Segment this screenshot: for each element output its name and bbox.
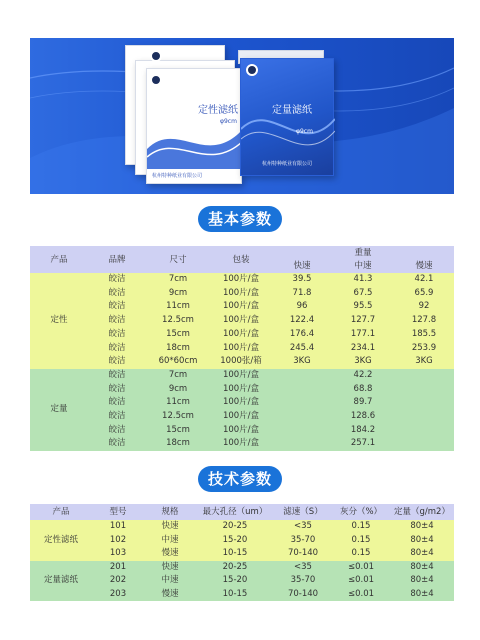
table-row bbox=[30, 547, 454, 561]
weight-medium-cell: 68.8 bbox=[353, 383, 373, 394]
header-basis-weight: 定量（g/m2） bbox=[394, 507, 450, 517]
size-cell: 12.5cm bbox=[162, 315, 194, 326]
brand-cell: 皎洁 bbox=[108, 287, 126, 298]
product-cell: 定量 bbox=[50, 404, 68, 415]
basic-params-table bbox=[30, 246, 454, 451]
table-row bbox=[30, 437, 454, 451]
spec-cell: 中速 bbox=[161, 575, 179, 585]
header-size: 尺寸 bbox=[169, 254, 187, 265]
tech-params-table bbox=[30, 504, 454, 601]
size-cell: 15cm bbox=[166, 424, 190, 435]
pore-size-cell: 10-15 bbox=[222, 548, 248, 558]
header-model: 型号 bbox=[109, 507, 127, 517]
pack-cell: 100片/盒 bbox=[222, 315, 260, 326]
brand-cell: 皎洁 bbox=[108, 397, 126, 408]
ash-cell: 0.15 bbox=[351, 521, 371, 531]
model-cell: 202 bbox=[109, 575, 127, 585]
brand-cell: 皎洁 bbox=[108, 342, 126, 353]
pack-cell: 100片/盒 bbox=[222, 301, 260, 312]
table-row bbox=[30, 520, 454, 534]
product-box-qualitative bbox=[146, 68, 242, 184]
weight-slow-cell: 3KG bbox=[415, 356, 433, 367]
weight-slow-cell bbox=[394, 437, 454, 451]
weight-fast-cell bbox=[272, 396, 332, 410]
model-cell: 101 bbox=[109, 521, 127, 531]
weight-fast-cell bbox=[272, 424, 332, 438]
size-cell: 12.5cm bbox=[162, 411, 194, 422]
header-spec: 规格 bbox=[161, 507, 179, 517]
size-cell: 7cm bbox=[168, 274, 188, 284]
size-cell: 18cm bbox=[166, 438, 190, 449]
pack-cell: 100片/盒 bbox=[222, 342, 260, 353]
product-cell: 定量滤纸 bbox=[43, 575, 78, 585]
pack-cell: 100片/盒 bbox=[222, 411, 260, 422]
weight-medium-cell: 3KG bbox=[354, 356, 372, 367]
header-speed: 滤速（S） bbox=[283, 507, 323, 517]
weight-slow-cell: 92 bbox=[418, 301, 430, 312]
weight-fast-cell bbox=[272, 410, 332, 424]
pore-size-cell: 15-20 bbox=[222, 575, 248, 585]
weight-fast-cell bbox=[272, 383, 332, 397]
table-header-row bbox=[30, 504, 454, 520]
size-cell: 60*60cm bbox=[158, 356, 198, 367]
basis-weight-cell: 80±4 bbox=[410, 561, 434, 572]
size-cell: 18cm bbox=[166, 342, 190, 353]
brand-logo-icon bbox=[150, 50, 162, 62]
brand-cell: 皎洁 bbox=[108, 301, 126, 312]
ash-cell: ≤0.01 bbox=[347, 561, 375, 572]
weight-medium-cell: 127.7 bbox=[350, 315, 376, 326]
header-brand: 品牌 bbox=[108, 254, 126, 265]
section-title-tech: 技术参数 bbox=[198, 466, 282, 492]
brand-logo-icon bbox=[246, 64, 258, 76]
ash-cell: 0.15 bbox=[351, 548, 371, 558]
pack-cell: 100片/盒 bbox=[222, 328, 260, 339]
weight-medium-cell: 41.3 bbox=[353, 274, 373, 284]
weight-slow-cell bbox=[394, 369, 454, 383]
header-fast: 快速 bbox=[293, 261, 311, 271]
pore-size-cell: 10-15 bbox=[222, 588, 248, 599]
weight-fast-cell: 71.8 bbox=[292, 287, 312, 298]
speed-cell: <35 bbox=[294, 561, 312, 572]
weight-slow-cell: 65.9 bbox=[414, 287, 434, 298]
table-row bbox=[30, 424, 454, 438]
weight-medium-cell: 67.5 bbox=[353, 287, 373, 298]
weight-fast-cell bbox=[272, 369, 332, 383]
pack-cell: 100片/盒 bbox=[222, 369, 260, 380]
table-row bbox=[30, 287, 454, 301]
weight-slow-cell: 253.9 bbox=[411, 342, 437, 353]
pack-cell: 100片/盒 bbox=[222, 438, 260, 449]
box-title-quantitative: 定量滤纸 bbox=[272, 105, 312, 116]
size-cell: 11cm bbox=[166, 301, 190, 312]
brand-cell: 皎洁 bbox=[108, 411, 126, 422]
brand-cell: 皎洁 bbox=[108, 424, 126, 435]
weight-medium-cell: 89.7 bbox=[353, 397, 373, 408]
box-size-qualitative: φ9cm bbox=[220, 118, 237, 125]
model-cell: 203 bbox=[109, 588, 127, 599]
weight-slow-cell: 42.1 bbox=[414, 274, 434, 284]
product-box-quantitative bbox=[240, 58, 334, 176]
weight-slow-cell: 127.8 bbox=[411, 315, 437, 326]
spec-cell: 快速 bbox=[161, 521, 179, 531]
brand-cell: 皎洁 bbox=[108, 328, 126, 339]
brand-cell: 皎洁 bbox=[108, 356, 126, 367]
weight-fast-cell: 176.4 bbox=[289, 328, 315, 339]
table-header-row bbox=[30, 246, 454, 260]
weight-slow-cell bbox=[394, 383, 454, 397]
pack-cell: 100片/盒 bbox=[222, 424, 260, 435]
header-pack: 包装 bbox=[232, 254, 250, 265]
table-row bbox=[30, 574, 454, 588]
weight-slow-cell bbox=[394, 396, 454, 410]
brand-logo-icon bbox=[150, 74, 162, 86]
size-cell: 15cm bbox=[166, 328, 190, 339]
box-size-quantitative: φ9cm bbox=[296, 128, 313, 135]
model-cell: 102 bbox=[109, 534, 127, 545]
size-cell: 9cm bbox=[168, 383, 188, 394]
table-row bbox=[30, 534, 454, 548]
speed-cell: 70-140 bbox=[287, 548, 319, 558]
weight-medium-cell: 95.5 bbox=[353, 301, 373, 312]
weight-slow-cell bbox=[394, 424, 454, 438]
brand-cell: 皎洁 bbox=[108, 438, 126, 449]
spec-cell: 慢速 bbox=[161, 548, 179, 558]
header-medium: 中速 bbox=[354, 261, 372, 271]
pore-size-cell: 20-25 bbox=[222, 521, 248, 531]
weight-fast-cell: 96 bbox=[296, 301, 308, 312]
table-row bbox=[30, 369, 454, 383]
spec-cell: 中速 bbox=[161, 534, 179, 545]
spec-cell: 快速 bbox=[161, 561, 179, 572]
table-row bbox=[30, 300, 454, 314]
table-row bbox=[30, 588, 454, 602]
basis-weight-cell: 80±4 bbox=[410, 534, 434, 545]
size-cell: 9cm bbox=[168, 287, 188, 298]
pore-size-cell: 15-20 bbox=[222, 534, 248, 545]
box-footer-quantitative: 杭州特种纸业有限公司 bbox=[262, 161, 313, 167]
speed-cell: <35 bbox=[294, 521, 312, 531]
ash-cell: 0.15 bbox=[351, 534, 371, 545]
header-weight: 重量 bbox=[354, 248, 372, 258]
weight-fast-cell: 39.5 bbox=[292, 274, 312, 284]
weight-fast-cell bbox=[272, 437, 332, 451]
header-product: 产品 bbox=[50, 254, 68, 265]
product-cell: 定性 bbox=[50, 315, 68, 326]
header-slow: 慢速 bbox=[415, 261, 433, 271]
spec-cell: 慢速 bbox=[161, 588, 179, 599]
pack-cell: 100片/盒 bbox=[222, 287, 260, 298]
table-row bbox=[30, 410, 454, 424]
box-title-qualitative: 定性滤纸 bbox=[198, 105, 238, 116]
weight-medium-cell: 42.2 bbox=[353, 369, 373, 380]
table-row bbox=[30, 396, 454, 410]
brand-cell: 皎洁 bbox=[108, 274, 126, 284]
table-row bbox=[30, 342, 454, 356]
speed-cell: 35-70 bbox=[290, 534, 316, 545]
size-cell: 7cm bbox=[168, 369, 188, 380]
brand-cell: 皎洁 bbox=[108, 383, 126, 394]
table-row bbox=[30, 273, 454, 287]
weight-fast-cell: 3KG bbox=[293, 356, 311, 367]
basis-weight-cell: 80±4 bbox=[410, 521, 434, 531]
speed-cell: 70-140 bbox=[287, 588, 319, 599]
weight-slow-cell bbox=[394, 410, 454, 424]
model-cell: 103 bbox=[109, 548, 127, 558]
weight-slow-cell: 185.5 bbox=[411, 328, 437, 339]
table-row bbox=[30, 561, 454, 575]
weight-medium-cell: 128.6 bbox=[350, 411, 376, 422]
weight-medium-cell: 184.2 bbox=[350, 424, 376, 435]
table-row bbox=[30, 355, 454, 369]
weight-medium-cell: 177.1 bbox=[350, 328, 376, 339]
box-footer-qualitative: 杭州特种纸业有限公司 bbox=[152, 173, 203, 179]
header-ash: 灰分（%） bbox=[339, 507, 383, 517]
basis-weight-cell: 80±4 bbox=[410, 575, 434, 585]
ash-cell: ≤0.01 bbox=[347, 575, 375, 585]
brand-cell: 皎洁 bbox=[108, 315, 126, 326]
model-cell: 201 bbox=[109, 561, 127, 572]
brand-cell: 皎洁 bbox=[108, 369, 126, 380]
pore-size-cell: 20-25 bbox=[222, 561, 248, 572]
table-row bbox=[30, 314, 454, 328]
table-row bbox=[30, 328, 454, 342]
basis-weight-cell: 80±4 bbox=[410, 588, 434, 599]
ash-cell: ≤0.01 bbox=[347, 588, 375, 599]
table-row bbox=[30, 383, 454, 397]
weight-fast-cell: 245.4 bbox=[289, 342, 315, 353]
header-pore-size: 最大孔径（um） bbox=[202, 507, 268, 517]
pack-cell: 100片/盒 bbox=[222, 397, 260, 408]
weight-medium-cell: 257.1 bbox=[350, 438, 376, 449]
weight-fast-cell: 122.4 bbox=[289, 315, 315, 326]
size-cell: 11cm bbox=[166, 397, 190, 408]
section-title-basic: 基本参数 bbox=[198, 206, 282, 232]
pack-cell: 1000张/箱 bbox=[220, 356, 262, 367]
pack-cell: 100片/盒 bbox=[222, 274, 260, 284]
product-cell: 定性滤纸 bbox=[43, 534, 78, 545]
speed-cell: 35-70 bbox=[290, 575, 316, 585]
weight-medium-cell: 234.1 bbox=[350, 342, 376, 353]
pack-cell: 100片/盒 bbox=[222, 383, 260, 394]
header-product: 产品 bbox=[52, 507, 70, 517]
basis-weight-cell: 80±4 bbox=[410, 548, 434, 558]
